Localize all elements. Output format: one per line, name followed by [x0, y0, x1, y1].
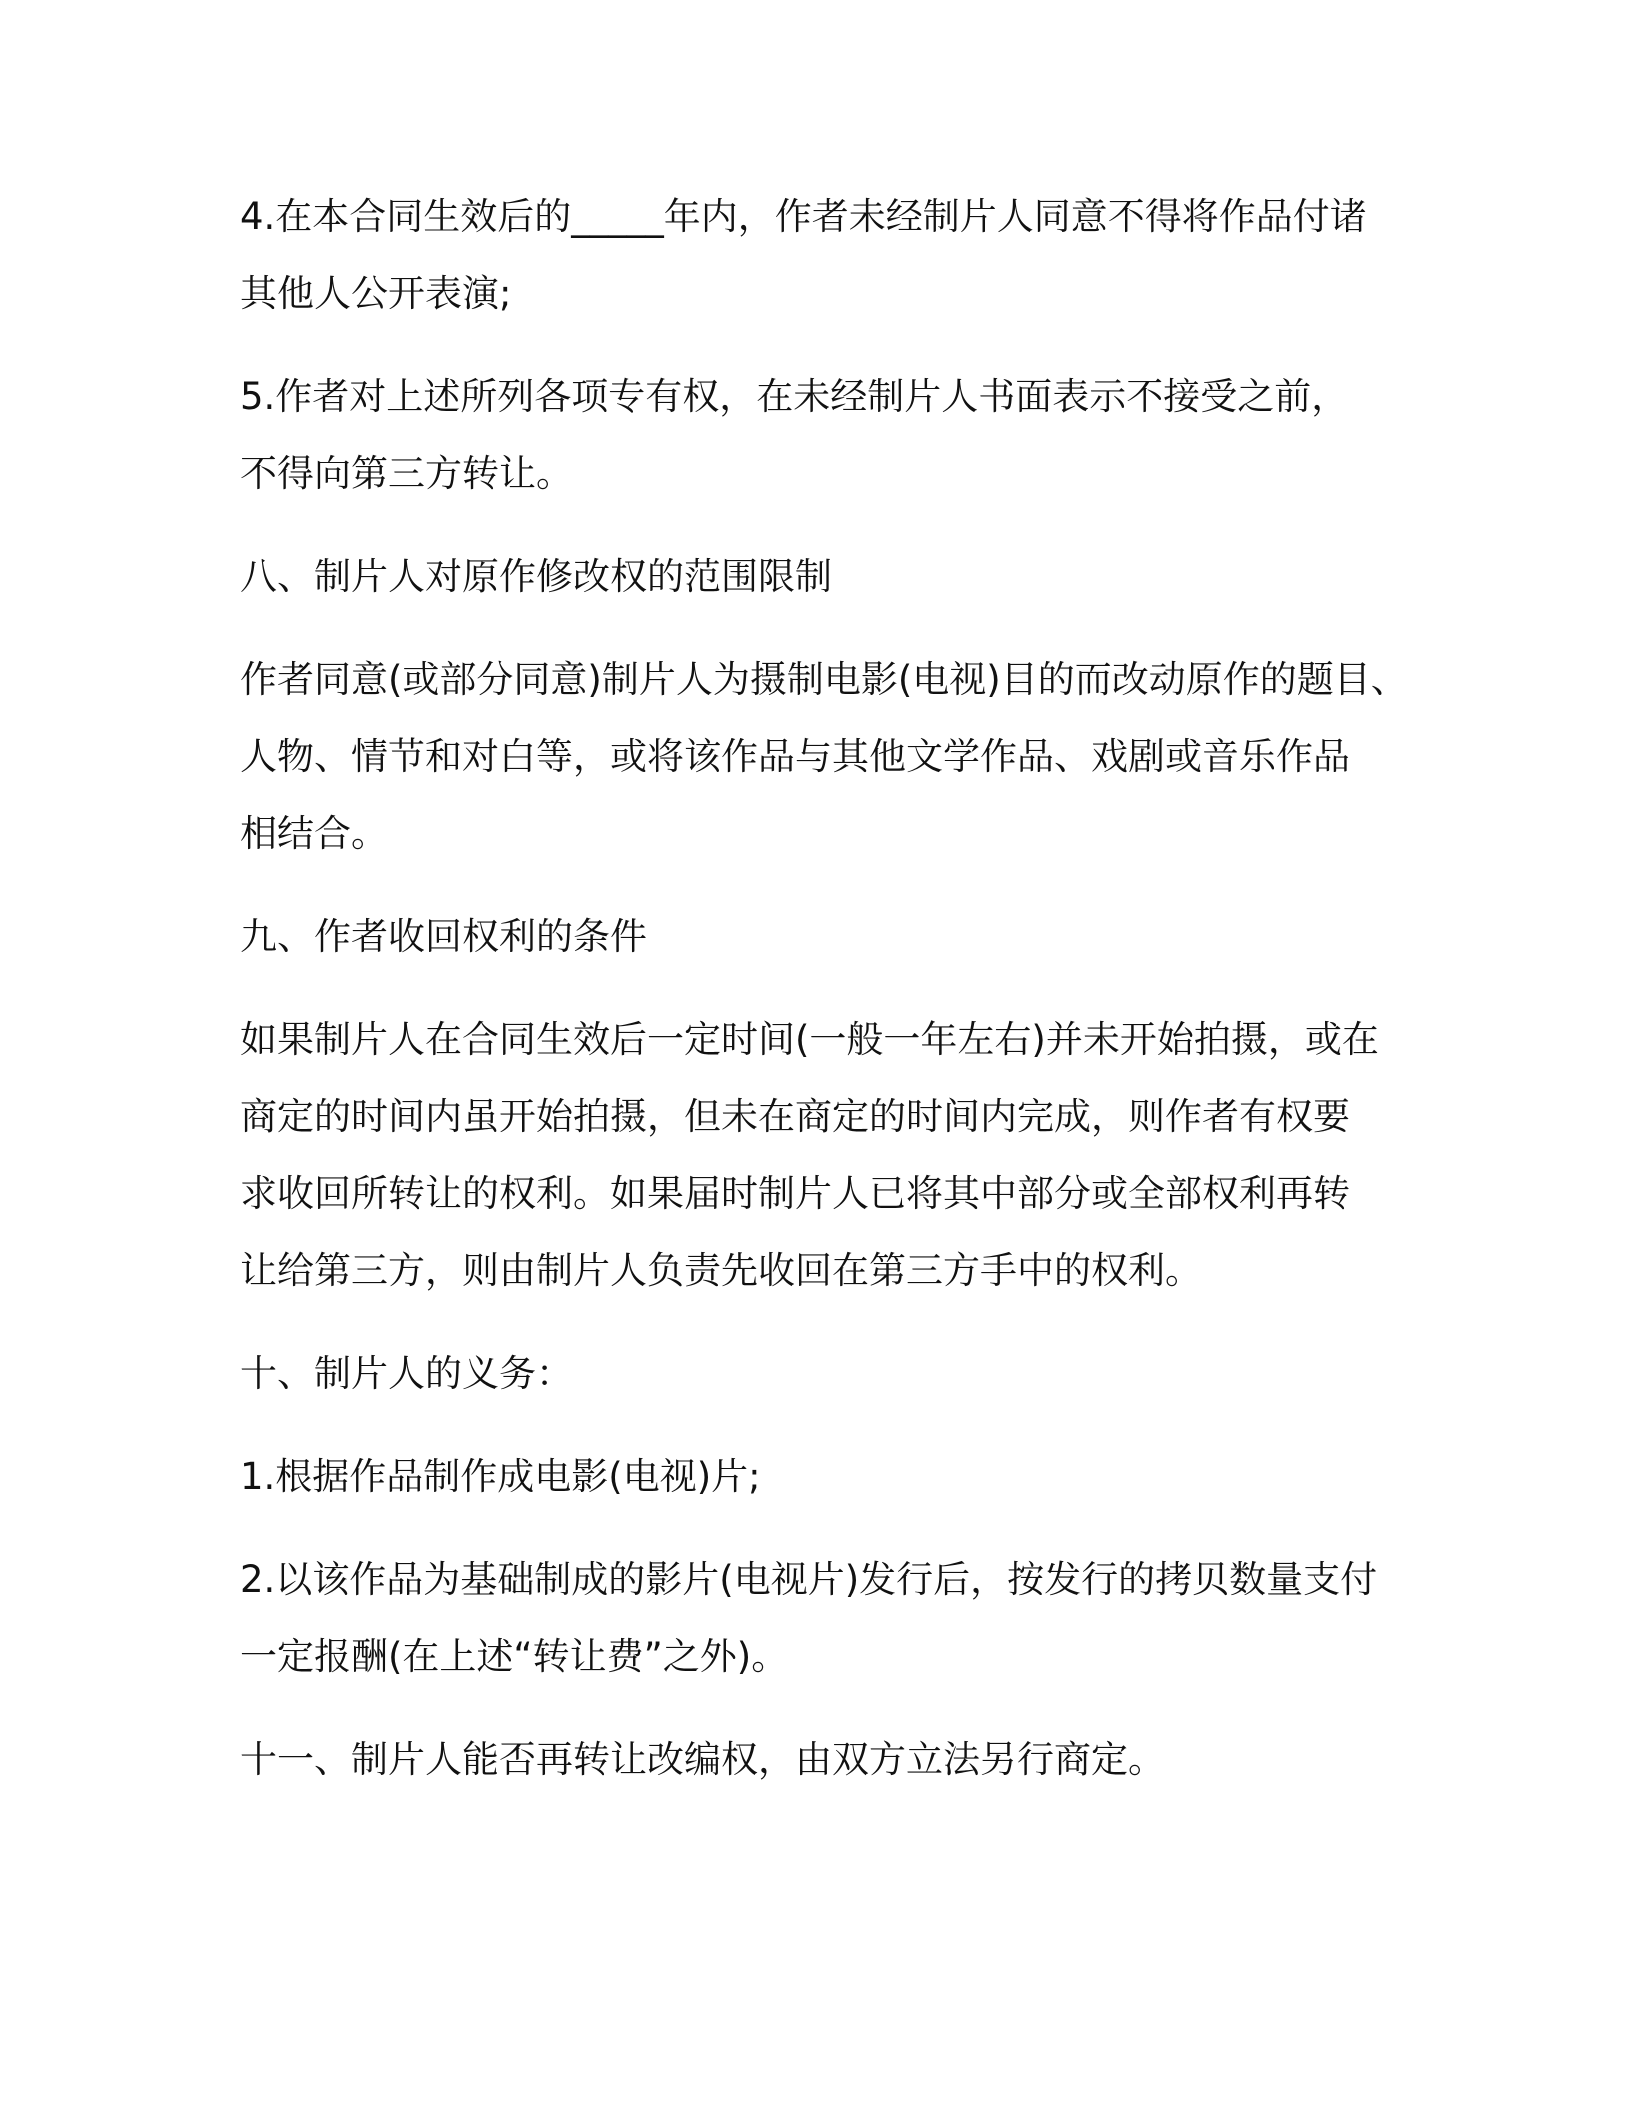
clause-5 — [240, 358, 1392, 512]
text-line: 1.根据作品制作成电影(电视)片; — [240, 1455, 761, 1498]
heading-text: 九、作者收回权利的条件 — [240, 915, 647, 958]
text-line: 一定报酬(在上述“转让费”之外)。 — [240, 1635, 789, 1678]
section-11 — [240, 1721, 1392, 1798]
text-line: 相结合。 — [240, 812, 388, 855]
heading-text: 十、制片人的义务： — [240, 1352, 573, 1395]
text-line: 十一、制片人能否再转让改编权，由双方立法另行商定。 — [240, 1738, 1165, 1781]
text-line: 如果制片人在合同生效后一定时间(一般一年左右)并未开始拍摄，或在 — [240, 1018, 1379, 1061]
text-line: 4.在本合同生效后的_____年内，作者未经制片人同意不得将作品付诸 — [240, 195, 1367, 238]
text-line: 其他人公开表演; — [240, 272, 512, 315]
text-line: 让给第三方，则由制片人负责先收回在第三方手中的权利。 — [240, 1249, 1202, 1292]
document-page — [240, 178, 1408, 1824]
section-heading-8 — [240, 538, 1392, 615]
heading-text: 八、制片人对原作修改权的范围限制 — [240, 555, 832, 598]
section-heading-9 — [240, 898, 1392, 975]
text-line: 5.作者对上述所列各项专有权，在未经制片人书面表示不接受之前， — [240, 375, 1349, 418]
section-9-body — [240, 1001, 1392, 1309]
obligation-1 — [240, 1438, 1392, 1515]
text-line: 不得向第三方转让。 — [240, 452, 573, 495]
text-line: 求收回所转让的权利。如果届时制片人已将其中部分或全部权利再转 — [240, 1172, 1350, 1215]
text-line: 作者同意(或部分同意)制片人为摄制电影(电视)目的而改动原作的题目、 — [240, 658, 1408, 701]
text-line: 人物、情节和对白等，或将该作品与其他文学作品、戏剧或音乐作品 — [240, 735, 1350, 778]
text-line: 2.以该作品为基础制成的影片(电视片)发行后，按发行的拷贝数量支付 — [240, 1558, 1378, 1601]
text-line: 商定的时间内虽开始拍摄，但未在商定的时间内完成，则作者有权要 — [240, 1095, 1350, 1138]
obligation-2 — [240, 1541, 1392, 1695]
section-8-body — [240, 641, 1408, 872]
clause-4 — [240, 178, 1392, 332]
section-heading-10 — [240, 1335, 1392, 1412]
